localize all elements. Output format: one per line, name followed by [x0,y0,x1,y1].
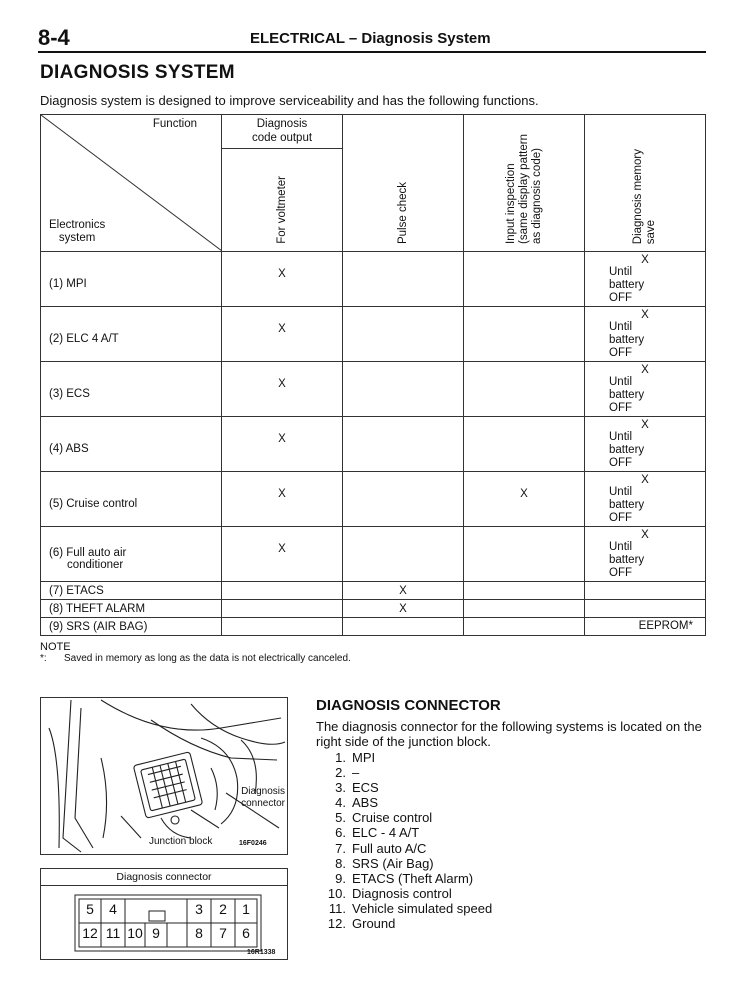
voltmeter-cell [222,618,343,636]
system-name-cell: (1) MPI [41,252,222,307]
page-number: 8-4 [38,25,70,50]
pulse-cell [343,417,464,472]
input-cell [464,582,585,600]
connector-pin: 10 [127,925,143,941]
connector-pin: 12 [82,925,98,941]
table-row [41,600,706,618]
header-rule [38,51,706,53]
system-name-cell: (5) Cruise control [41,472,222,527]
connector-pin: 7 [219,925,227,941]
table-row [41,417,706,472]
pulse-cell [343,527,464,582]
diagnosis-connector-callout: Diagnosis connector [241,786,285,809]
junction-block-callout: Junction block [149,836,213,847]
connector-list-item: 12. Ground [327,916,396,932]
memory-cell: X Until battery OFF [585,252,706,307]
input-cell [464,307,585,362]
connector-pin: 4 [109,901,117,917]
connector-section-title: DIAGNOSIS CONNECTOR [316,697,501,714]
connector-list-item: 2. – [335,765,360,781]
connector-list-item: 7. Full auto A/C [335,840,427,856]
input-cell [464,618,585,636]
connector-list-item: 9. ETACS (Theft Alarm) [335,870,474,886]
voltmeter-cell: X [222,527,343,582]
connector-pin: 5 [86,901,94,917]
pulse-cell [343,252,464,307]
connector-pin: 3 [195,901,203,917]
table-corner-cell [41,115,222,252]
table-row [41,527,706,582]
intro-text: Diagnosis system is designed to improve serviceability and has the following functions. [40,93,539,108]
connector-list-item: 3. ECS [335,780,379,796]
connector-pin: 11 [105,925,121,941]
system-name-cell: (9) SRS (AIR BAG) [41,618,222,636]
connector-pin: 2 [219,901,227,917]
voltmeter-cell: X [222,362,343,417]
figure1-code: 16F0246 [239,840,267,847]
memory-cell: X Until battery OFF [585,527,706,582]
diagnosis-function-table [40,114,706,636]
memory-cell [585,600,706,618]
note-text: *: Saved in memory as long as the data is not electrically canceled. [40,653,351,664]
diagnosis-memory-header: Diagnosis memory save [585,115,706,252]
system-name-cell: (3) ECS [41,362,222,417]
pulse-cell: X [343,582,464,600]
connector-system-list [316,750,492,931]
system-name-cell: (2) ELC 4 A/T [41,307,222,362]
connector-description: The diagnosis connector for the following systems is located on the right side of the junction block. [316,719,702,749]
system-name-cell: (7) ETACS [41,582,222,600]
voltmeter-cell: X [222,417,343,472]
voltmeter-cell: X [222,307,343,362]
input-inspection-header: Input inspection (same display pattern as diagnosis code) [464,115,585,252]
input-cell [464,527,585,582]
input-cell: X [464,472,585,527]
figure2-code: 16R1338 [247,949,276,956]
junction-block-illustration [41,698,287,854]
connector-list-item: 8. SRS (Air Bag) [335,855,434,871]
connector-pin: 1 [242,901,250,917]
memory-cell: X Until battery OFF [585,362,706,417]
pulse-cell [343,472,464,527]
diagnosis-code-output-header: Diagnosis code output [222,115,343,149]
connector-list-item: 1. MPI [335,750,376,765]
connector-list-item: 11. Vehicle simulated speed [328,900,493,916]
connector-list-item: 10. Diagnosis control [327,885,452,901]
memory-cell: X Until battery OFF [585,472,706,527]
table-row [41,252,706,307]
pulse-cell [343,618,464,636]
for-voltmeter-header: For voltmeter [222,149,343,252]
voltmeter-cell [222,582,343,600]
input-cell [464,417,585,472]
diagnosis-connector-figure [40,868,288,960]
pulse-cell: X [343,600,464,618]
connector-pin: 9 [152,925,160,941]
connector-list-item: 5. Cruise control [335,810,433,826]
memory-cell: EEPROM* [585,618,706,636]
memory-cell: X Until battery OFF [585,417,706,472]
section-title: DIAGNOSIS SYSTEM [40,62,235,83]
system-name-cell: (8) THEFT ALARM [41,600,222,618]
junction-block-figure [40,697,288,855]
input-cell [464,600,585,618]
voltmeter-cell: X [222,472,343,527]
table-row [41,362,706,417]
memory-cell: X Until battery OFF [585,307,706,362]
header-title: ELECTRICAL – Diagnosis System [250,30,491,47]
input-cell [464,252,585,307]
voltmeter-cell: X [222,252,343,307]
table-row [41,582,706,600]
note-label: NOTE [40,641,71,653]
table-row [41,618,706,636]
corner-system-label: Electronics system [49,218,106,244]
pulse-check-header: Pulse check [343,115,464,252]
connector-figure-title: Diagnosis connector [116,871,212,883]
connector-list-item: 6. ELC - 4 A/T [335,825,420,841]
table-row [41,307,706,362]
connector-list-item: 4. ABS [335,795,379,811]
connector-pin: 6 [242,925,250,941]
pulse-cell [343,362,464,417]
input-cell [464,362,585,417]
system-name-cell: (6) Full auto air conditioner [41,527,222,582]
pulse-cell [343,307,464,362]
connector-pin: 8 [195,925,203,941]
system-name-cell: (4) ABS [41,417,222,472]
memory-cell [585,582,706,600]
voltmeter-cell [222,600,343,618]
corner-function-label: Function [152,118,197,130]
table-row [41,472,706,527]
